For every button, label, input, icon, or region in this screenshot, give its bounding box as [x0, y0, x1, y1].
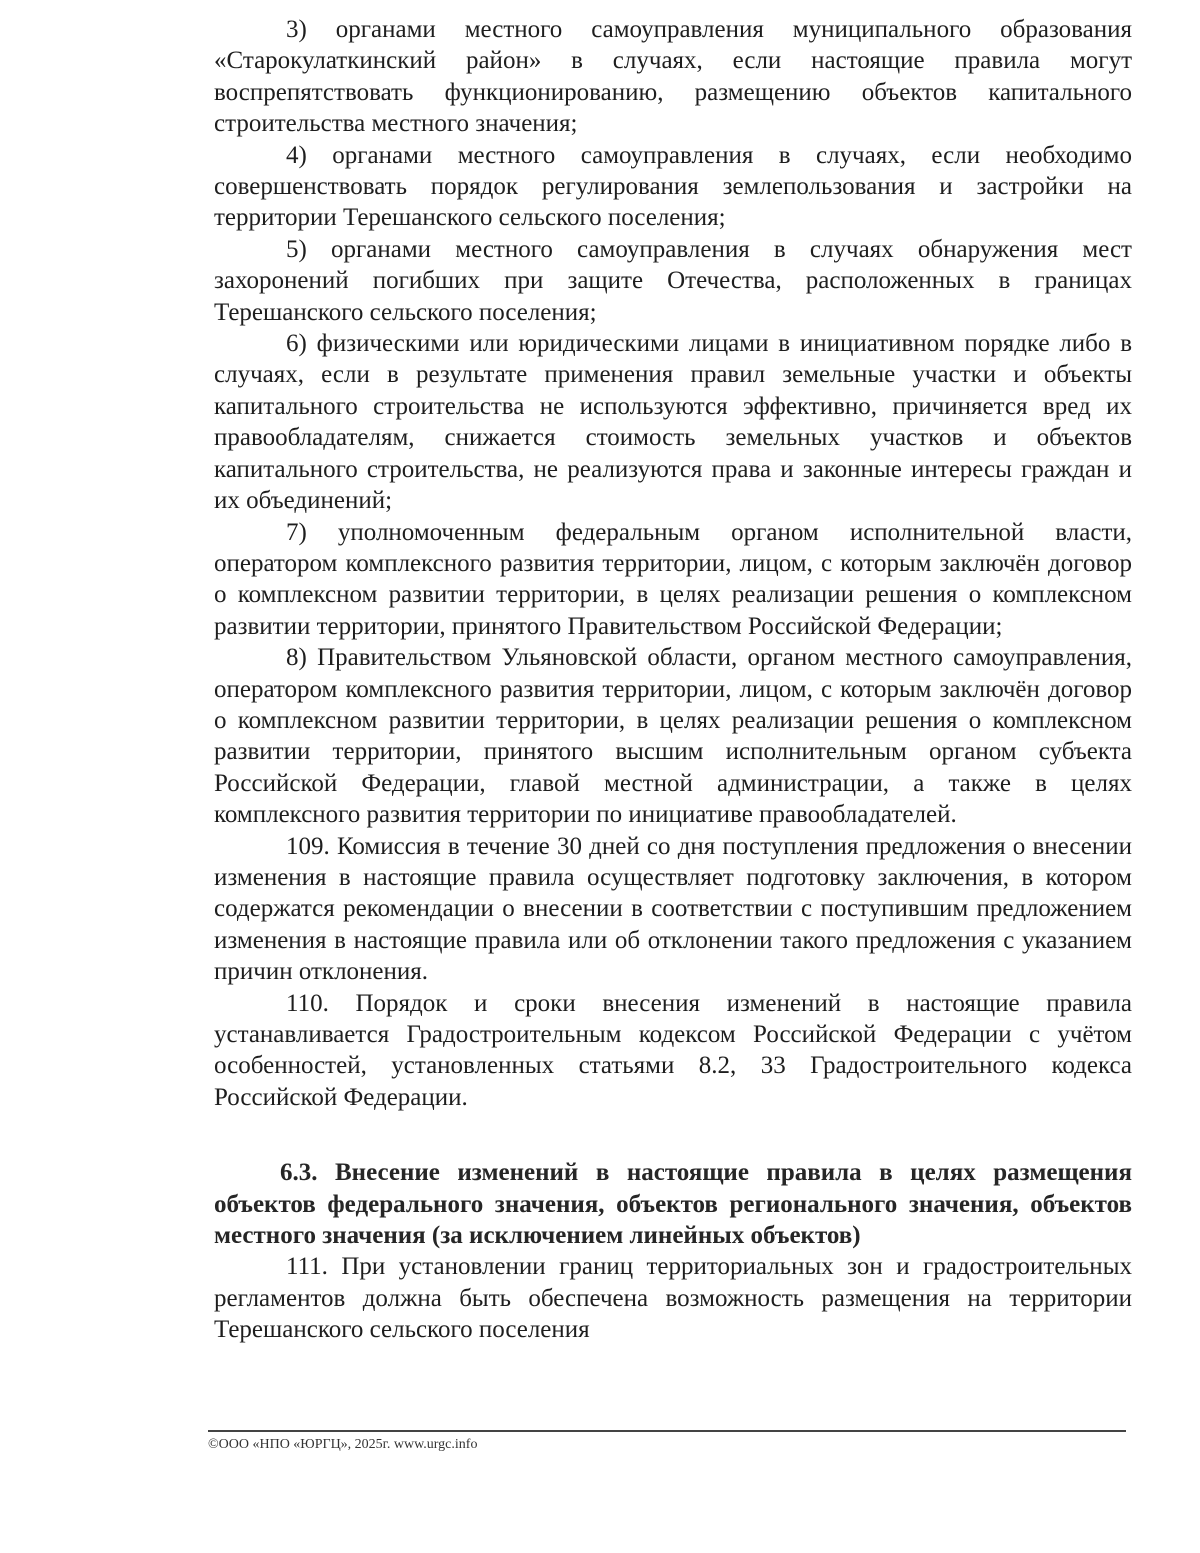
footer-divider	[208, 1430, 1126, 1432]
list-item-7: 7) уполномоченным федеральным органом исполнительной власти, оператором комплексного развития территории, лицом, с которым заключён договор о комплексном развитии территории, в целях реализации решения о комплексном развитии территории, принятого Правительством Российской Федерации;	[214, 518, 1132, 640]
clause-109: 109. Комиссия в течение 30 дней со дня поступления предложения о внесении изменения в настоящие правила осуществляет подготовку заключения, в котором содержатся рекомендации о внесении в соответствии с поступившим предложением изменения в настоящие правила или об отклонении такого предложения с указанием причин отклонения.	[214, 832, 1132, 986]
clause-111: 111. При установлении границ территориальных зон и градостроительных регламентов должна быть обеспечена возможность размещения на территории Терешанского сельского поселения	[214, 1253, 1132, 1344]
section-heading: 6.3. Внесение изменений в настоящие правила в целях размещения объектов федерального значения, объектов регионального значения, объектов местного значения (за исключением линейных объектов)	[214, 1159, 1132, 1250]
list-item-6: 6) физическими или юридическими лицами в инициативном порядке либо в случаях, если в результате применения правил земельные участки и объекты капитального строительства не используются эффективно, причиняется вред их правообладателям, снижается стоимость земельных участков и объектов капитального строительства, не реализуются права и законные интересы граждан и их объединений;	[214, 330, 1132, 515]
footer-copyright: ©ООО «НПО «ЮРГЦ», 2025г. www.urgc.info	[208, 1437, 478, 1452]
list-item-5: 5) органами местного самоуправления в случаях обнаружения мест захоронений погибших при защите Отечества, расположенных в границах Терешанского сельского поселения;	[214, 235, 1132, 326]
document-page	[214, 14, 1132, 1346]
list-item-4: 4) органами местного самоуправления в случаях, если необходимо совершенствовать порядок регулирования землепользования и застройки на территории Терешанского сельского поселения;	[214, 141, 1132, 232]
list-item-3: 3) органами местного самоуправления муниципального образования «Старокулаткинский район» в случаях, если настоящие правила могут воспрепятствовать функционированию, размещению объектов капитального строительства местного значения;	[214, 16, 1132, 138]
list-item-8: 8) Правительством Ульяновской области, органом местного самоуправления, оператором комплексного развития территории, лицом, с которым заключён договор о комплексном развитии территории, в целях реализации решения о комплексном развитии территории, принятого высшим исполнительным органом субъекта Российской Федерации, главой местной администрации, а также в целях комплексного развития территории по инициативе правообладателей.	[214, 644, 1132, 829]
clause-110: 110. Порядок и сроки внесения изменений в настоящие правила устанавливается Градостроительным кодексом Российской Федерации с учётом особенностей, установленных статьями 8.2, 33 Градостроительного кодекса Российской Федерации.	[214, 989, 1132, 1111]
